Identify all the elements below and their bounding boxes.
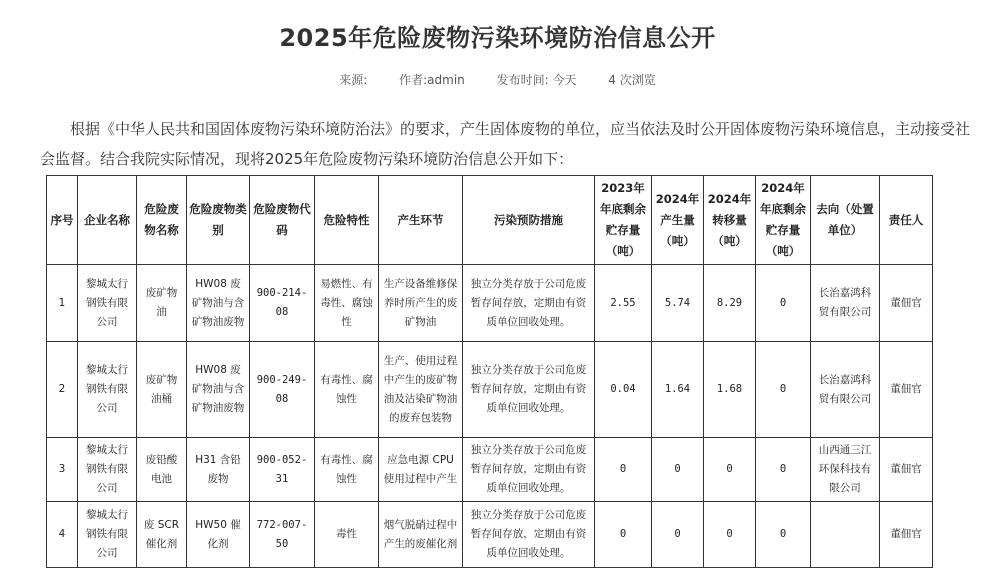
- cell-index: 3: [47, 438, 78, 502]
- header-cell: 责任人: [880, 176, 933, 265]
- cell-waste-code: 772-007-50: [250, 502, 315, 568]
- cell-disposal-unit: [811, 502, 880, 568]
- header-cell: 序号: [47, 176, 78, 265]
- cell-responsible-person: 董佃官: [880, 265, 933, 342]
- cell-storage-2023: 0: [595, 502, 652, 568]
- table-row: [47, 265, 933, 342]
- cell-waste-name: 废 SCR 催化剂: [137, 502, 187, 568]
- cell-generation-stage: 应急电源 CPU 使用过程中产生: [379, 438, 463, 502]
- header-cell: 2024年年底剩余贮存量（吨）: [756, 176, 811, 265]
- cell-responsible-person: 董佃官: [880, 342, 933, 438]
- intro-paragraph: [40, 114, 970, 174]
- header-cell: 2024年产生量（吨）: [652, 176, 704, 265]
- header-cell: 产生环节: [379, 176, 463, 265]
- table-header-row: [47, 176, 933, 265]
- header-cell: 危险废物名称: [137, 176, 187, 265]
- table-row: [47, 438, 933, 502]
- cell-waste-name: 废铅酸电池: [137, 438, 187, 502]
- cell-company: 黎城太行钢铁有限公司: [78, 438, 137, 502]
- header-cell: 危险废物代码: [250, 176, 315, 265]
- header-cell: 2024年转移量（吨）: [704, 176, 756, 265]
- cell-waste-name: 废矿物油桶: [137, 342, 187, 438]
- cell-waste-code: 900-052-31: [250, 438, 315, 502]
- cell-transferred-2024: 0: [704, 502, 756, 568]
- header-cell: 危险废物类别: [187, 176, 250, 265]
- cell-storage-2023: 0: [595, 438, 652, 502]
- cell-prevention-measures: 独立分类存放于公司危废暂存间存放，定期由有资质单位回收处理。: [463, 502, 595, 568]
- cell-generated-2024: 0: [652, 502, 704, 568]
- cell-storage-2023: 0.04: [595, 342, 652, 438]
- cell-waste-code: 900-249-08: [250, 342, 315, 438]
- cell-responsible-person: 董佃官: [880, 438, 933, 502]
- table-row: [47, 342, 933, 438]
- cell-generated-2024: 0: [652, 438, 704, 502]
- cell-generated-2024: 5.74: [652, 265, 704, 342]
- cell-generation-stage: 烟气脱硝过程中产生的废催化剂: [379, 502, 463, 568]
- cell-storage-2024: 0: [756, 438, 811, 502]
- intro-text: 根据《中华人民共和国固体废物污染环境防治法》的要求，产生固体废物的单位，应当依法及时公开固体废物污染环境信息，主动接受社会监督。结合我院实际情况，现将2025年危险废物污染环境防治信息公开如下：: [40, 120, 971, 168]
- cell-prevention-measures: 独立分类存放于公司危废暂存间存放，定期由有资质单位回收处理。: [463, 438, 595, 502]
- cell-prevention-measures: 独立分类存放于公司危废暂存间存放，定期由有资质单位回收处理。: [463, 342, 595, 438]
- cell-index: 4: [47, 502, 78, 568]
- cell-disposal-unit: 长治嘉鸿科贸有限公司: [811, 342, 880, 438]
- cell-waste-category: HW08 废矿物油与含矿物油废物: [187, 265, 250, 342]
- cell-waste-code: 900-214-08: [250, 265, 315, 342]
- cell-storage-2023: 2.55: [595, 265, 652, 342]
- header-cell: 污染预防措施: [463, 176, 595, 265]
- table-row: [47, 502, 933, 568]
- cell-transferred-2024: 0: [704, 438, 756, 502]
- cell-company: 黎城太行钢铁有限公司: [78, 265, 137, 342]
- cell-storage-2024: 0: [756, 502, 811, 568]
- header-cell: 企业名称: [78, 176, 137, 265]
- cell-storage-2024: 0: [756, 342, 811, 438]
- cell-waste-category: HW08 废矿物油与含矿物油废物: [187, 342, 250, 438]
- cell-prevention-measures: 独立分类存放于公司危废暂存间存放，定期由有资质单位回收处理。: [463, 265, 595, 342]
- cell-hazard-property: 有毒性、腐蚀性: [315, 342, 379, 438]
- cell-generation-stage: 生产、使用过程中产生的废矿物油及沾染矿物油的废弃包装物: [379, 342, 463, 438]
- cell-index: 2: [47, 342, 78, 438]
- header-cell: 危险特性: [315, 176, 379, 265]
- header-cell: 去向（处置单位）: [811, 176, 880, 265]
- cell-index: 1: [47, 265, 78, 342]
- meta-source: 来源:: [339, 73, 368, 87]
- cell-company: 黎城太行钢铁有限公司: [78, 342, 137, 438]
- cell-hazard-property: 毒性: [315, 502, 379, 568]
- meta-views: 4 次浏览: [608, 73, 656, 87]
- cell-hazard-property: 易燃性、有毒性、腐蚀性: [315, 265, 379, 342]
- header-cell: 2023年年底剩余贮存量（吨）: [595, 176, 652, 265]
- hazardous-waste-table: [46, 175, 933, 568]
- cell-responsible-person: 董佃官: [880, 502, 933, 568]
- cell-disposal-unit: 长治嘉鸿科贸有限公司: [811, 265, 880, 342]
- cell-generation-stage: 生产设备维修保养时所产生的废矿物油: [379, 265, 463, 342]
- meta-publish-time: 发布时间: 今天: [496, 73, 577, 87]
- article-meta: [0, 71, 995, 88]
- cell-waste-name: 废矿物油: [137, 265, 187, 342]
- cell-disposal-unit: 山西通三江环保科技有限公司: [811, 438, 880, 502]
- cell-hazard-property: 有毒性、腐蚀性: [315, 438, 379, 502]
- meta-author: 作者:admin: [399, 73, 465, 87]
- cell-company: 黎城太行钢铁有限公司: [78, 502, 137, 568]
- page-title: 2025年危险废物污染环境防治信息公开: [279, 24, 716, 52]
- cell-generated-2024: 1.64: [652, 342, 704, 438]
- cell-transferred-2024: 1.68: [704, 342, 756, 438]
- cell-waste-category: H31 含铅废物: [187, 438, 250, 502]
- cell-waste-category: HW50 催化剂: [187, 502, 250, 568]
- cell-transferred-2024: 8.29: [704, 265, 756, 342]
- cell-storage-2024: 0: [756, 265, 811, 342]
